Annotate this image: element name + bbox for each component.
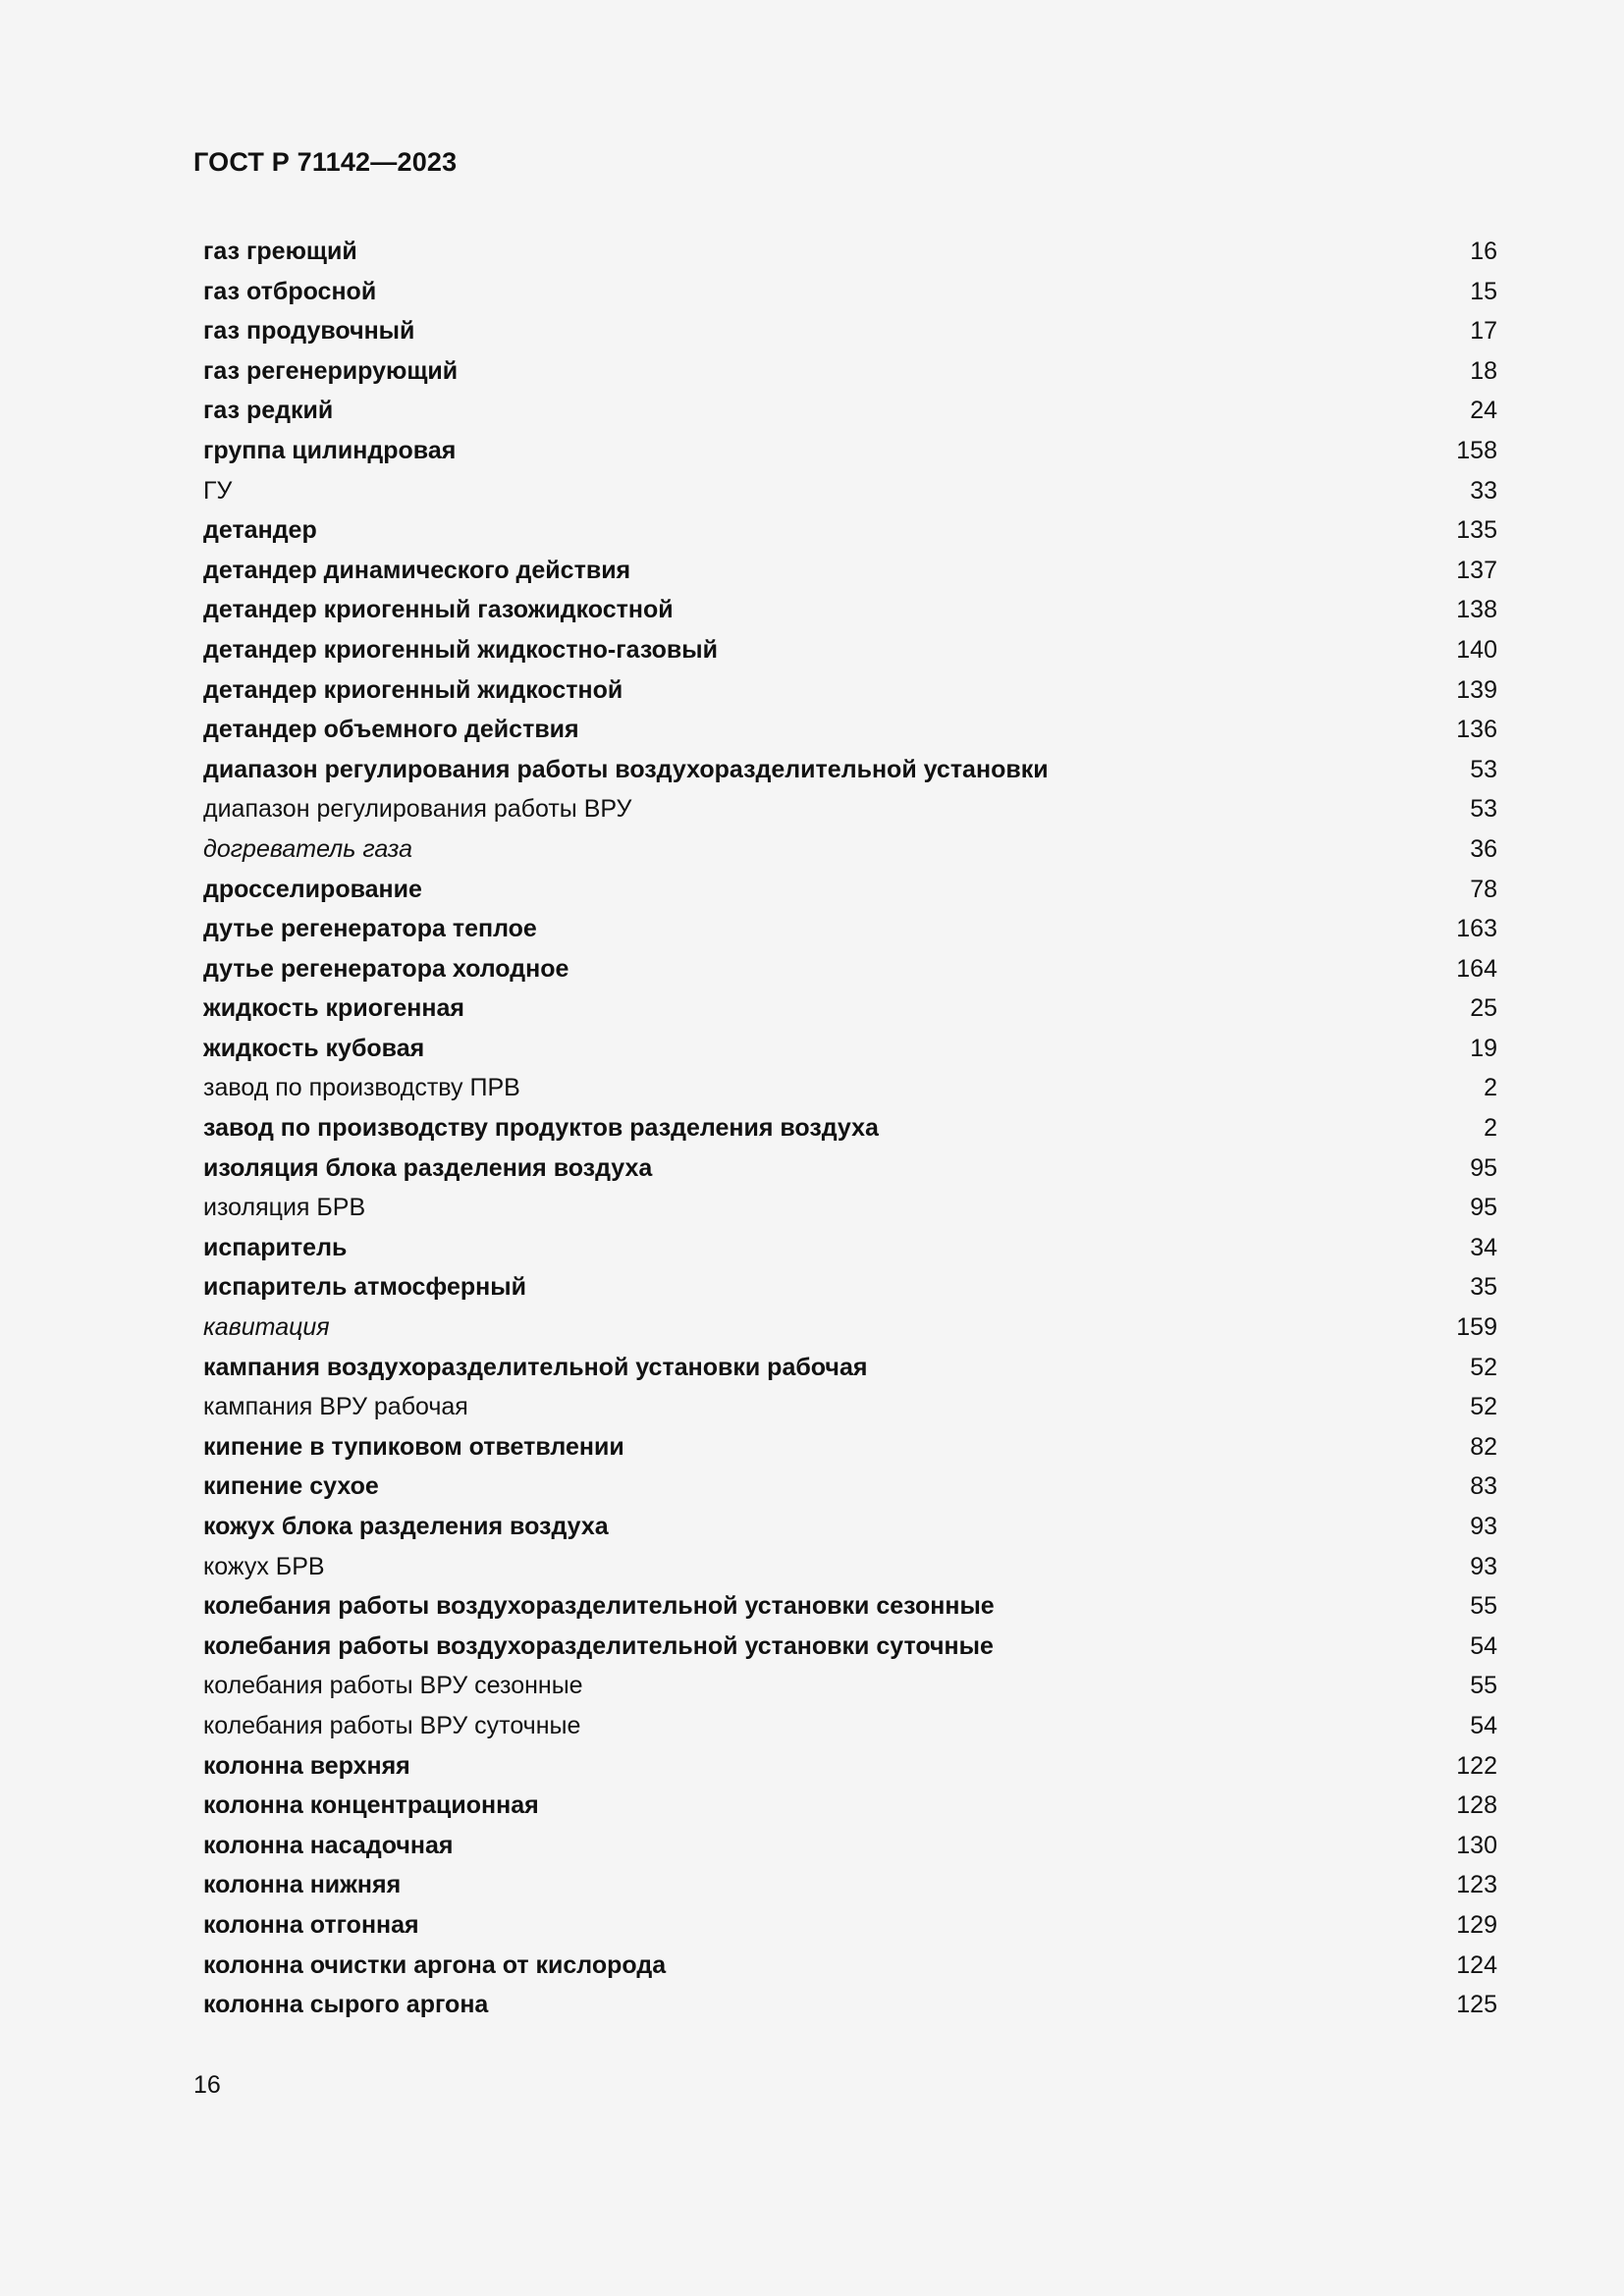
index-term: колонна концентрационная: [203, 1791, 539, 1820]
index-term: ГУ: [203, 476, 233, 505]
index-page-ref: 128: [1456, 1791, 1497, 1820]
index-page-ref: 53: [1470, 755, 1497, 783]
index-entry: [203, 909, 1497, 949]
index-term: газ греющий: [203, 238, 357, 265]
index-entry: [203, 829, 1497, 870]
index-page-ref: 139: [1456, 675, 1497, 704]
index-term: колонна отгонная: [203, 1910, 419, 1939]
index-entry: [203, 1427, 1497, 1468]
index-page-ref: 53: [1470, 795, 1497, 824]
index-entry: [203, 1627, 1497, 1667]
index-term: колонна нижняя: [203, 1871, 402, 1899]
index-term: колонна очистки аргона от кислорода: [203, 1950, 667, 1979]
index-term: газ продувочный: [203, 317, 415, 346]
index-page-ref: 15: [1470, 277, 1497, 305]
index-page-ref: 17: [1470, 317, 1497, 346]
index-entry: [203, 670, 1497, 711]
index-page-ref: 138: [1456, 596, 1497, 624]
index-page-ref: 2: [1484, 1074, 1497, 1102]
index-term: завод по производству ПРВ: [203, 1074, 520, 1102]
index-term: изоляция блока разделения воздуха: [203, 1153, 653, 1182]
index-term: жидкость кубовая: [203, 1034, 425, 1062]
index-entry: [203, 1148, 1497, 1189]
index-entry: [203, 1029, 1497, 1069]
index-term: детандер криогенный жидкостно-газовый: [203, 635, 718, 664]
index-entry: [203, 232, 1497, 272]
index-entry: [203, 630, 1497, 670]
index-term: дутье регенератора холодное: [203, 954, 569, 983]
index-term: группа цилиндровая: [203, 436, 457, 464]
index-term: детандер: [203, 516, 317, 545]
index-page-ref: 164: [1456, 954, 1497, 983]
index-entry: [203, 1308, 1497, 1348]
index-term: дросселирование: [203, 875, 422, 903]
index-page-ref: 93: [1470, 1513, 1497, 1540]
index-entry: [203, 391, 1497, 431]
index-term: жидкость криогенная: [203, 994, 464, 1023]
index-page-ref: 95: [1470, 1153, 1497, 1182]
index-page-ref: 24: [1470, 397, 1497, 425]
index-term: детандер объемного действия: [203, 716, 579, 744]
index-page-ref: 19: [1470, 1034, 1497, 1062]
index-entry: [203, 789, 1497, 829]
index-term: газ отбросной: [203, 277, 377, 305]
index-entry: [203, 1267, 1497, 1308]
index-entry: [203, 1865, 1497, 1905]
index-page-ref: 35: [1470, 1273, 1497, 1302]
index-page-ref: 54: [1470, 1631, 1497, 1660]
index-term: изоляция БРВ: [203, 1194, 366, 1222]
index-term: детандер криогенный газожидкостной: [203, 596, 674, 624]
index-page-ref: 52: [1470, 1353, 1497, 1381]
index-entry: [203, 1387, 1497, 1427]
index-term: колебания работы ВРУ сезонные: [203, 1672, 583, 1700]
index-term: завод по производству продуктов разделения воздуха: [203, 1114, 879, 1143]
index-term: детандер криогенный жидкостной: [203, 675, 623, 704]
index-term: диапазон регулирования работы воздухоразделительной установки: [203, 755, 1049, 783]
index-term: испаритель: [203, 1233, 348, 1261]
index-term: кожух БРВ: [203, 1552, 325, 1580]
index-term: испаритель атмосферный: [203, 1273, 526, 1302]
index-page-ref: 83: [1470, 1472, 1497, 1501]
index-entry: [203, 1586, 1497, 1627]
index-page-ref: 130: [1456, 1831, 1497, 1859]
document-header: ГОСТ Р 71142—2023: [193, 147, 458, 177]
index-entry: [203, 1228, 1497, 1268]
index-term: колебания работы ВРУ суточные: [203, 1711, 581, 1739]
index-page-ref: 136: [1456, 716, 1497, 744]
alphabetical-index: [203, 232, 1497, 2025]
index-entry: [203, 1985, 1497, 2025]
index-term: газ регенерирующий: [203, 356, 459, 385]
index-entry: [203, 311, 1497, 351]
index-term: кипение в тупиковом ответвлении: [203, 1432, 624, 1461]
index-page-ref: 158: [1456, 436, 1497, 464]
index-term: колонна верхняя: [203, 1751, 410, 1780]
index-term: колебания работы воздухоразделительной установки сезонные: [203, 1592, 995, 1621]
index-entry: [203, 272, 1497, 312]
index-entry: [203, 510, 1497, 551]
index-term: газ редкий: [203, 397, 334, 425]
index-entry: [203, 1746, 1497, 1787]
index-entry: [203, 949, 1497, 989]
index-page-ref: 55: [1470, 1592, 1497, 1621]
index-page-ref: 52: [1470, 1393, 1497, 1421]
index-page-ref: 123: [1456, 1871, 1497, 1899]
index-term: кипение сухое: [203, 1472, 379, 1501]
index-entry: [203, 1188, 1497, 1228]
index-entry: [203, 551, 1497, 591]
index-entry: [203, 1507, 1497, 1547]
index-page-ref: 82: [1470, 1432, 1497, 1461]
page-number: 16: [193, 2071, 221, 2099]
index-term: кампания ВРУ рабочая: [203, 1393, 468, 1421]
index-term: дутье регенератора теплое: [203, 915, 537, 943]
index-entry: [203, 1706, 1497, 1746]
index-page-ref: 159: [1456, 1313, 1497, 1342]
index-term: диапазон регулирования работы ВРУ: [203, 795, 632, 824]
index-page-ref: 129: [1456, 1910, 1497, 1939]
index-page-ref: 163: [1456, 915, 1497, 943]
index-entry: [203, 1348, 1497, 1388]
index-page-ref: 18: [1470, 356, 1497, 385]
index-entry: [203, 750, 1497, 790]
index-page-ref: 34: [1470, 1233, 1497, 1261]
index-entry: [203, 590, 1497, 630]
index-page-ref: 137: [1456, 556, 1497, 584]
index-page-ref: 93: [1470, 1552, 1497, 1580]
index-entry: [203, 1905, 1497, 1946]
index-page-ref: 95: [1470, 1194, 1497, 1222]
index-term: догреватель газа: [203, 834, 413, 863]
index-page-ref: 33: [1470, 476, 1497, 505]
index-page-ref: 54: [1470, 1711, 1497, 1739]
index-term: кожух блока разделения воздуха: [203, 1513, 609, 1540]
index-page-ref: 135: [1456, 516, 1497, 545]
index-term: кавитация: [203, 1313, 330, 1342]
index-entry: [203, 1467, 1497, 1507]
index-entry: [203, 1946, 1497, 1986]
index-page-ref: 124: [1456, 1950, 1497, 1979]
index-page-ref: 140: [1456, 635, 1497, 664]
index-page-ref: 122: [1456, 1751, 1497, 1780]
index-entry: [203, 1666, 1497, 1706]
index-page-ref: 55: [1470, 1672, 1497, 1700]
index-term: кампания воздухоразделительной установки рабочая: [203, 1353, 868, 1381]
index-page-ref: 16: [1470, 238, 1497, 265]
index-entry: [203, 1108, 1497, 1148]
index-entry: [203, 870, 1497, 910]
index-page-ref: 125: [1456, 1991, 1497, 2019]
index-entry: [203, 1547, 1497, 1587]
index-term: детандер динамического действия: [203, 556, 631, 584]
index-entry: [203, 1826, 1497, 1866]
index-term: колебания работы воздухоразделительной установки суточные: [203, 1631, 994, 1660]
index-page-ref: 2: [1484, 1114, 1497, 1143]
index-entry: [203, 351, 1497, 392]
index-entry: [203, 710, 1497, 750]
index-entry: [203, 988, 1497, 1029]
index-entry: [203, 431, 1497, 471]
index-page-ref: 36: [1470, 834, 1497, 863]
index-page-ref: 78: [1470, 875, 1497, 903]
index-term: колонна сырого аргона: [203, 1991, 489, 2019]
index-entry: [203, 471, 1497, 511]
index-entry: [203, 1786, 1497, 1826]
index-entry: [203, 1068, 1497, 1108]
index-term: колонна насадочная: [203, 1831, 454, 1859]
index-page-ref: 25: [1470, 994, 1497, 1023]
